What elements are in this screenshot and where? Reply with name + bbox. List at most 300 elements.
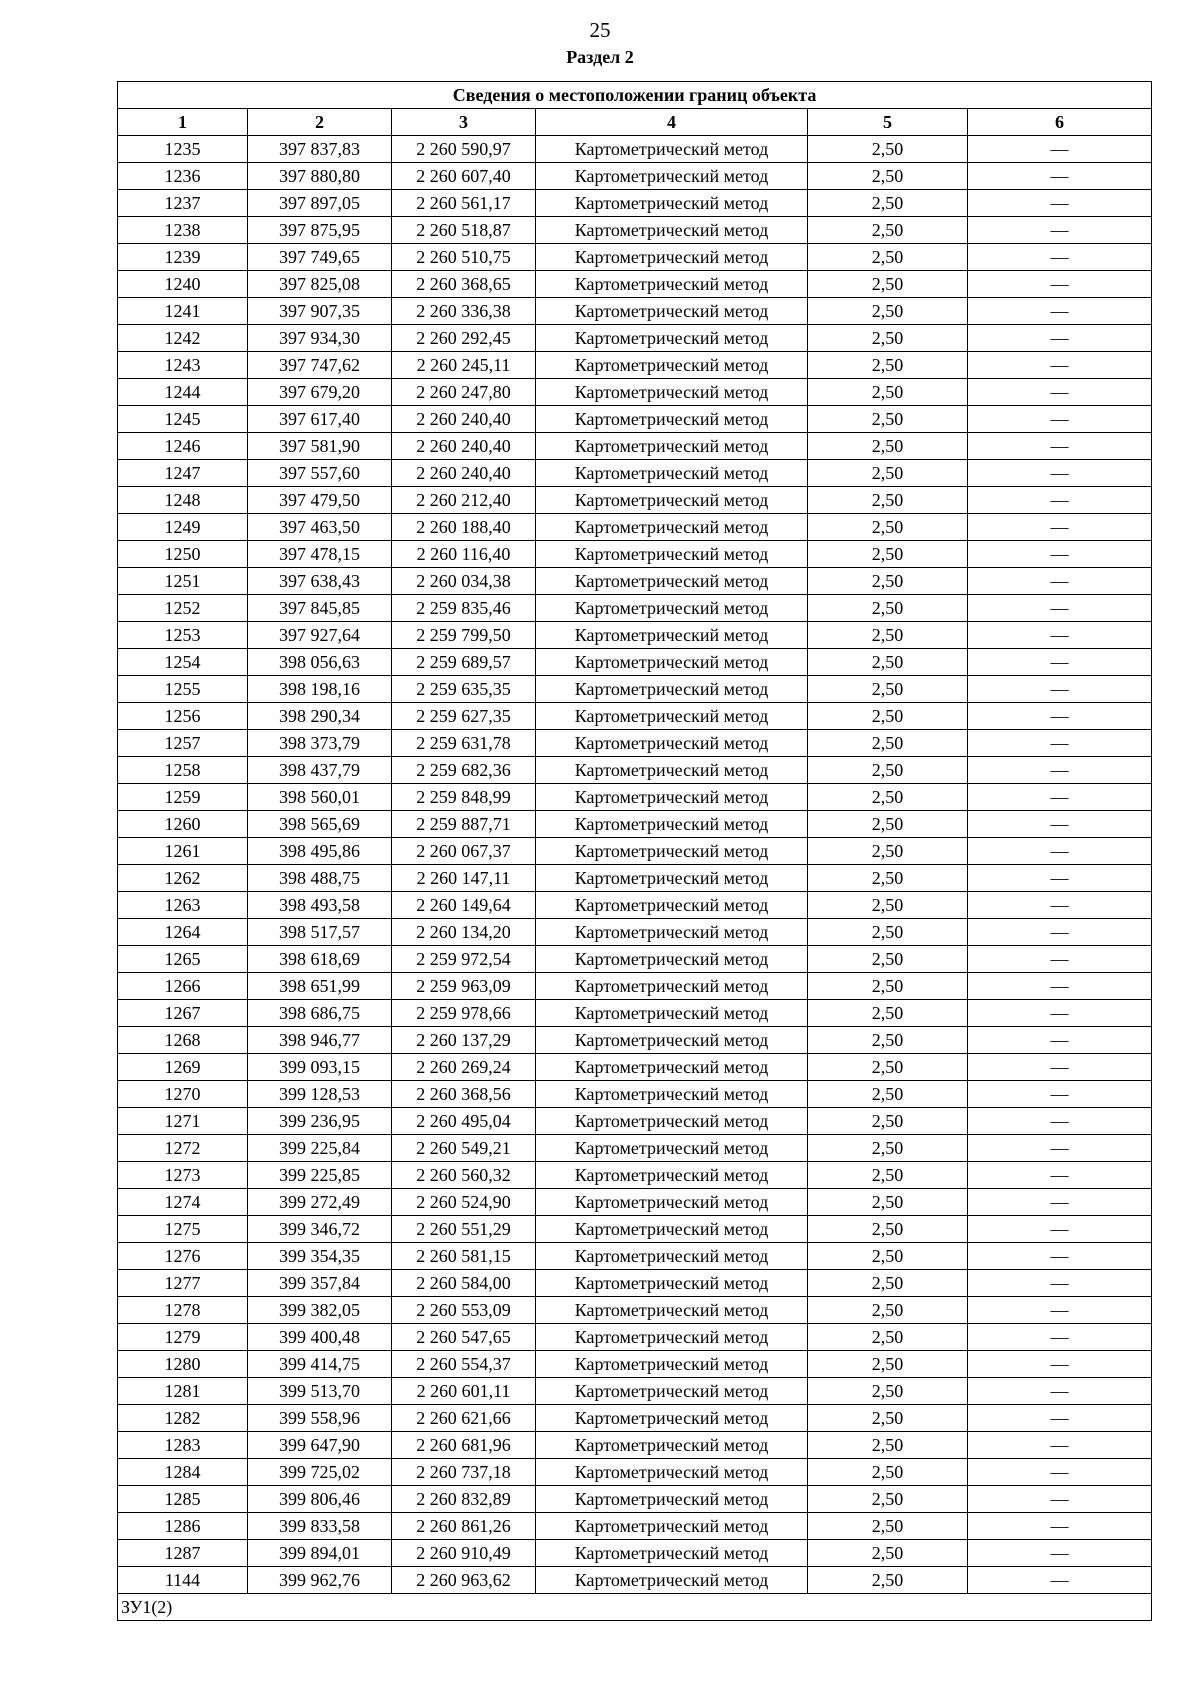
method-cell: Картометрический метод [536,676,808,703]
x-coordinate-cell: 397 679,20 [248,379,392,406]
accuracy-cell: 2,50 [808,730,968,757]
table-row [118,460,1152,487]
x-coordinate-cell: 397 875,95 [248,217,392,244]
y-coordinate-cell: 2 260 134,20 [392,919,536,946]
method-cell: Картометрический метод [536,784,808,811]
description-cell: — [968,406,1152,433]
accuracy-cell: 2,50 [808,1081,968,1108]
method-cell: Картометрический метод [536,1432,808,1459]
y-coordinate-cell: 2 260 554,37 [392,1351,536,1378]
method-cell: Картометрический метод [536,1216,808,1243]
y-coordinate-cell: 2 260 149,64 [392,892,536,919]
point-number-cell: 1262 [118,865,248,892]
x-coordinate-cell: 397 825,08 [248,271,392,298]
y-coordinate-cell: 2 260 368,56 [392,1081,536,1108]
method-cell: Картометрический метод [536,973,808,1000]
point-number-cell: 1269 [118,1054,248,1081]
x-coordinate-cell: 399 558,96 [248,1405,392,1432]
table-row [118,244,1152,271]
point-number-cell: 1274 [118,1189,248,1216]
accuracy-cell: 2,50 [808,1108,968,1135]
accuracy-cell: 2,50 [808,1162,968,1189]
x-coordinate-cell: 397 638,43 [248,568,392,595]
method-cell: Картометрический метод [536,271,808,298]
method-cell: Картометрический метод [536,1540,808,1567]
x-coordinate-cell: 399 513,70 [248,1378,392,1405]
accuracy-cell: 2,50 [808,298,968,325]
table-row [118,1270,1152,1297]
table-row [118,1054,1152,1081]
table-row [118,595,1152,622]
y-coordinate-cell: 2 260 147,11 [392,865,536,892]
method-cell: Картометрический метод [536,1000,808,1027]
x-coordinate-cell: 398 056,63 [248,649,392,676]
description-cell: — [968,244,1152,271]
point-number-cell: 1248 [118,487,248,514]
accuracy-cell: 2,50 [808,1351,968,1378]
table-row [118,1405,1152,1432]
method-cell: Картометрический метод [536,1513,808,1540]
description-cell: — [968,1324,1152,1351]
accuracy-cell: 2,50 [808,1486,968,1513]
y-coordinate-cell: 2 259 689,57 [392,649,536,676]
table-row [118,703,1152,730]
method-cell: Картометрический метод [536,379,808,406]
x-coordinate-cell: 399 357,84 [248,1270,392,1297]
accuracy-cell: 2,50 [808,946,968,973]
point-number-cell: 1257 [118,730,248,757]
point-number-cell: 1264 [118,919,248,946]
accuracy-cell: 2,50 [808,163,968,190]
x-coordinate-cell: 399 806,46 [248,1486,392,1513]
x-coordinate-cell: 398 651,99 [248,973,392,1000]
y-coordinate-cell: 2 260 067,37 [392,838,536,865]
table-row [118,433,1152,460]
point-number-cell: 1275 [118,1216,248,1243]
accuracy-cell: 2,50 [808,973,968,1000]
accuracy-cell: 2,50 [808,352,968,379]
column-header: 5 [808,109,968,136]
accuracy-cell: 2,50 [808,1054,968,1081]
method-cell: Картометрический метод [536,1054,808,1081]
table-row [118,1081,1152,1108]
method-cell: Картометрический метод [536,811,808,838]
description-cell: — [968,352,1152,379]
y-coordinate-cell: 2 260 518,87 [392,217,536,244]
point-number-cell: 1272 [118,1135,248,1162]
accuracy-cell: 2,50 [808,919,968,946]
method-cell: Картометрический метод [536,919,808,946]
description-cell: — [968,730,1152,757]
x-coordinate-cell: 398 488,75 [248,865,392,892]
method-cell: Картометрический метод [536,136,808,163]
x-coordinate-cell: 399 400,48 [248,1324,392,1351]
table-row [118,514,1152,541]
y-coordinate-cell: 2 260 245,11 [392,352,536,379]
method-cell: Картометрический метод [536,325,808,352]
description-cell: — [968,271,1152,298]
method-cell: Картометрический метод [536,1486,808,1513]
accuracy-cell: 2,50 [808,1216,968,1243]
x-coordinate-cell: 397 617,40 [248,406,392,433]
table-caption-row [118,82,1152,109]
method-cell: Картометрический метод [536,1351,808,1378]
description-cell: — [968,622,1152,649]
point-number-cell: 1238 [118,217,248,244]
accuracy-cell: 2,50 [808,1567,968,1594]
point-number-cell: 1276 [118,1243,248,1270]
table-row [118,811,1152,838]
description-cell: — [968,379,1152,406]
table-row [118,1216,1152,1243]
y-coordinate-cell: 2 260 524,90 [392,1189,536,1216]
method-cell: Картометрический метод [536,1270,808,1297]
table-row [118,190,1152,217]
method-cell: Картометрический метод [536,1081,808,1108]
description-cell: — [968,1054,1152,1081]
point-number-cell: 1245 [118,406,248,433]
accuracy-cell: 2,50 [808,541,968,568]
accuracy-cell: 2,50 [808,838,968,865]
x-coordinate-cell: 399 236,95 [248,1108,392,1135]
y-coordinate-cell: 2 260 561,17 [392,190,536,217]
x-coordinate-cell: 399 128,53 [248,1081,392,1108]
table-row [118,1297,1152,1324]
point-number-cell: 1261 [118,838,248,865]
accuracy-cell: 2,50 [808,1540,968,1567]
description-cell: — [968,460,1152,487]
method-cell: Картометрический метод [536,892,808,919]
y-coordinate-cell: 2 259 887,71 [392,811,536,838]
description-cell: — [968,487,1152,514]
table-row [118,676,1152,703]
table-row [118,1432,1152,1459]
y-coordinate-cell: 2 260 910,49 [392,1540,536,1567]
description-cell: — [968,1270,1152,1297]
accuracy-cell: 2,50 [808,1270,968,1297]
accuracy-cell: 2,50 [808,757,968,784]
y-coordinate-cell: 2 260 553,09 [392,1297,536,1324]
description-cell: — [968,1405,1152,1432]
column-header: 6 [968,109,1152,136]
point-number-cell: 1282 [118,1405,248,1432]
x-coordinate-cell: 398 517,57 [248,919,392,946]
table-row [118,838,1152,865]
description-cell: — [968,919,1152,946]
description-cell: — [968,676,1152,703]
x-coordinate-cell: 398 686,75 [248,1000,392,1027]
y-coordinate-cell: 2 260 601,11 [392,1378,536,1405]
point-number-cell: 1260 [118,811,248,838]
point-number-cell: 1144 [118,1567,248,1594]
accuracy-cell: 2,50 [808,892,968,919]
y-coordinate-cell: 2 260 510,75 [392,244,536,271]
x-coordinate-cell: 399 093,15 [248,1054,392,1081]
method-cell: Картометрический метод [536,1378,808,1405]
x-coordinate-cell: 399 272,49 [248,1189,392,1216]
point-number-cell: 1246 [118,433,248,460]
description-cell: — [968,190,1152,217]
table-row [118,1378,1152,1405]
table-row [118,406,1152,433]
x-coordinate-cell: 397 557,60 [248,460,392,487]
point-number-cell: 1236 [118,163,248,190]
table-row [118,757,1152,784]
method-cell: Картометрический метод [536,649,808,676]
description-cell: — [968,1135,1152,1162]
point-number-cell: 1278 [118,1297,248,1324]
method-cell: Картометрический метод [536,1459,808,1486]
point-number-cell: 1235 [118,136,248,163]
method-cell: Картометрический метод [536,946,808,973]
x-coordinate-cell: 399 894,01 [248,1540,392,1567]
accuracy-cell: 2,50 [808,1459,968,1486]
table-row [118,136,1152,163]
point-number-cell: 1286 [118,1513,248,1540]
point-number-cell: 1285 [118,1486,248,1513]
x-coordinate-cell: 399 833,58 [248,1513,392,1540]
description-cell: — [968,1459,1152,1486]
page-number: 25 [589,18,611,42]
accuracy-cell: 2,50 [808,622,968,649]
method-cell: Картометрический метод [536,217,808,244]
boundary-coordinates-table [117,81,1152,1621]
accuracy-cell: 2,50 [808,433,968,460]
point-number-cell: 1267 [118,1000,248,1027]
x-coordinate-cell: 397 934,30 [248,325,392,352]
y-coordinate-cell: 2 260 240,40 [392,460,536,487]
table-row [118,1108,1152,1135]
description-cell: — [968,973,1152,1000]
x-coordinate-cell: 397 837,83 [248,136,392,163]
description-cell: — [968,1216,1152,1243]
description-cell: — [968,1567,1152,1594]
table-row [118,217,1152,244]
accuracy-cell: 2,50 [808,244,968,271]
x-coordinate-cell: 397 897,05 [248,190,392,217]
description-cell: — [968,541,1152,568]
x-coordinate-cell: 398 198,16 [248,676,392,703]
y-coordinate-cell: 2 260 247,80 [392,379,536,406]
description-cell: — [968,1432,1152,1459]
accuracy-cell: 2,50 [808,1405,968,1432]
y-coordinate-cell: 2 260 368,65 [392,271,536,298]
description-cell: — [968,892,1152,919]
method-cell: Картометрический метод [536,352,808,379]
y-coordinate-cell: 2 260 584,00 [392,1270,536,1297]
column-header: 4 [536,109,808,136]
description-cell: — [968,1000,1152,1027]
method-cell: Картометрический метод [536,1567,808,1594]
description-cell: — [968,217,1152,244]
point-number-cell: 1280 [118,1351,248,1378]
table-row [118,325,1152,352]
column-header: 3 [392,109,536,136]
method-cell: Картометрический метод [536,1135,808,1162]
point-number-cell: 1256 [118,703,248,730]
accuracy-cell: 2,50 [808,1189,968,1216]
x-coordinate-cell: 398 560,01 [248,784,392,811]
accuracy-cell: 2,50 [808,217,968,244]
description-cell: — [968,1162,1152,1189]
point-number-cell: 1259 [118,784,248,811]
x-coordinate-cell: 397 880,80 [248,163,392,190]
x-coordinate-cell: 399 647,90 [248,1432,392,1459]
accuracy-cell: 2,50 [808,487,968,514]
table-row [118,865,1152,892]
accuracy-cell: 2,50 [808,325,968,352]
y-coordinate-cell: 2 260 034,38 [392,568,536,595]
y-coordinate-cell: 2 259 631,78 [392,730,536,757]
description-cell: — [968,1189,1152,1216]
point-number-cell: 1279 [118,1324,248,1351]
accuracy-cell: 2,50 [808,406,968,433]
table-row [118,622,1152,649]
point-number-cell: 1253 [118,622,248,649]
accuracy-cell: 2,50 [808,568,968,595]
point-number-cell: 1237 [118,190,248,217]
table-row [118,730,1152,757]
description-cell: — [968,1081,1152,1108]
y-coordinate-cell: 2 260 590,97 [392,136,536,163]
method-cell: Картометрический метод [536,1162,808,1189]
table-row [118,946,1152,973]
description-cell: — [968,838,1152,865]
table-row [118,1540,1152,1567]
table-body [118,136,1152,1594]
y-coordinate-cell: 2 260 137,29 [392,1027,536,1054]
y-coordinate-cell: 2 260 832,89 [392,1486,536,1513]
x-coordinate-cell: 398 618,69 [248,946,392,973]
method-cell: Картометрический метод [536,703,808,730]
column-header: 1 [118,109,248,136]
y-coordinate-cell: 2 260 621,66 [392,1405,536,1432]
description-cell: — [968,595,1152,622]
y-coordinate-cell: 2 259 972,54 [392,946,536,973]
y-coordinate-cell: 2 260 240,40 [392,433,536,460]
y-coordinate-cell: 2 260 737,18 [392,1459,536,1486]
point-number-cell: 1243 [118,352,248,379]
y-coordinate-cell: 2 260 212,40 [392,487,536,514]
point-number-cell: 1281 [118,1378,248,1405]
point-number-cell: 1266 [118,973,248,1000]
point-number-cell: 1263 [118,892,248,919]
x-coordinate-cell: 397 479,50 [248,487,392,514]
parcel-label: ЗУ1(2) [118,1594,1152,1621]
table-row [118,1027,1152,1054]
accuracy-cell: 2,50 [808,1378,968,1405]
method-cell: Картометрический метод [536,730,808,757]
table-row [118,298,1152,325]
method-cell: Картометрический метод [536,244,808,271]
description-cell: — [968,946,1152,973]
point-number-cell: 1254 [118,649,248,676]
x-coordinate-cell: 399 382,05 [248,1297,392,1324]
point-number-cell: 1251 [118,568,248,595]
point-number-cell: 1241 [118,298,248,325]
accuracy-cell: 2,50 [808,379,968,406]
description-cell: — [968,649,1152,676]
method-cell: Картометрический метод [536,865,808,892]
table-row [118,163,1152,190]
point-number-cell: 1252 [118,595,248,622]
description-cell: — [968,325,1152,352]
x-coordinate-cell: 397 927,64 [248,622,392,649]
point-number-cell: 1273 [118,1162,248,1189]
point-number-cell: 1268 [118,1027,248,1054]
table-row [118,1189,1152,1216]
description-cell: — [968,703,1152,730]
x-coordinate-cell: 399 225,85 [248,1162,392,1189]
x-coordinate-cell: 399 346,72 [248,1216,392,1243]
x-coordinate-cell: 399 414,75 [248,1351,392,1378]
method-cell: Картометрический метод [536,298,808,325]
accuracy-cell: 2,50 [808,1135,968,1162]
point-number-cell: 1244 [118,379,248,406]
description-cell: — [968,1027,1152,1054]
y-coordinate-cell: 2 259 627,35 [392,703,536,730]
y-coordinate-cell: 2 260 549,21 [392,1135,536,1162]
table-row [118,1567,1152,1594]
x-coordinate-cell: 397 749,65 [248,244,392,271]
table-row [118,1162,1152,1189]
method-cell: Картометрический метод [536,541,808,568]
method-cell: Картометрический метод [536,460,808,487]
x-coordinate-cell: 397 747,62 [248,352,392,379]
table-footer-row [118,1594,1152,1621]
method-cell: Картометрический метод [536,622,808,649]
description-cell: — [968,298,1152,325]
x-coordinate-cell: 397 845,85 [248,595,392,622]
description-cell: — [968,568,1152,595]
section-title: Раздел 2 [566,47,634,67]
description-cell: — [968,1351,1152,1378]
point-number-cell: 1265 [118,946,248,973]
accuracy-cell: 2,50 [808,676,968,703]
point-number-cell: 1249 [118,514,248,541]
method-cell: Картометрический метод [536,1243,808,1270]
point-number-cell: 1287 [118,1540,248,1567]
accuracy-cell: 2,50 [808,136,968,163]
x-coordinate-cell: 398 437,79 [248,757,392,784]
method-cell: Картометрический метод [536,757,808,784]
table-row [118,1135,1152,1162]
description-cell: — [968,1513,1152,1540]
description-cell: — [968,1243,1152,1270]
description-cell: — [968,433,1152,460]
table-row [118,541,1152,568]
column-header: 2 [248,109,392,136]
y-coordinate-cell: 2 259 835,46 [392,595,536,622]
method-cell: Картометрический метод [536,406,808,433]
method-cell: Картометрический метод [536,487,808,514]
accuracy-cell: 2,50 [808,514,968,541]
table-row [118,271,1152,298]
point-number-cell: 1258 [118,757,248,784]
y-coordinate-cell: 2 260 292,45 [392,325,536,352]
method-cell: Картометрический метод [536,1189,808,1216]
table-row [118,784,1152,811]
table-row [118,487,1152,514]
point-number-cell: 1250 [118,541,248,568]
description-cell: — [968,514,1152,541]
point-number-cell: 1240 [118,271,248,298]
description-cell: — [968,1486,1152,1513]
accuracy-cell: 2,50 [808,1324,968,1351]
table-row [118,892,1152,919]
accuracy-cell: 2,50 [808,460,968,487]
y-coordinate-cell: 2 259 978,66 [392,1000,536,1027]
